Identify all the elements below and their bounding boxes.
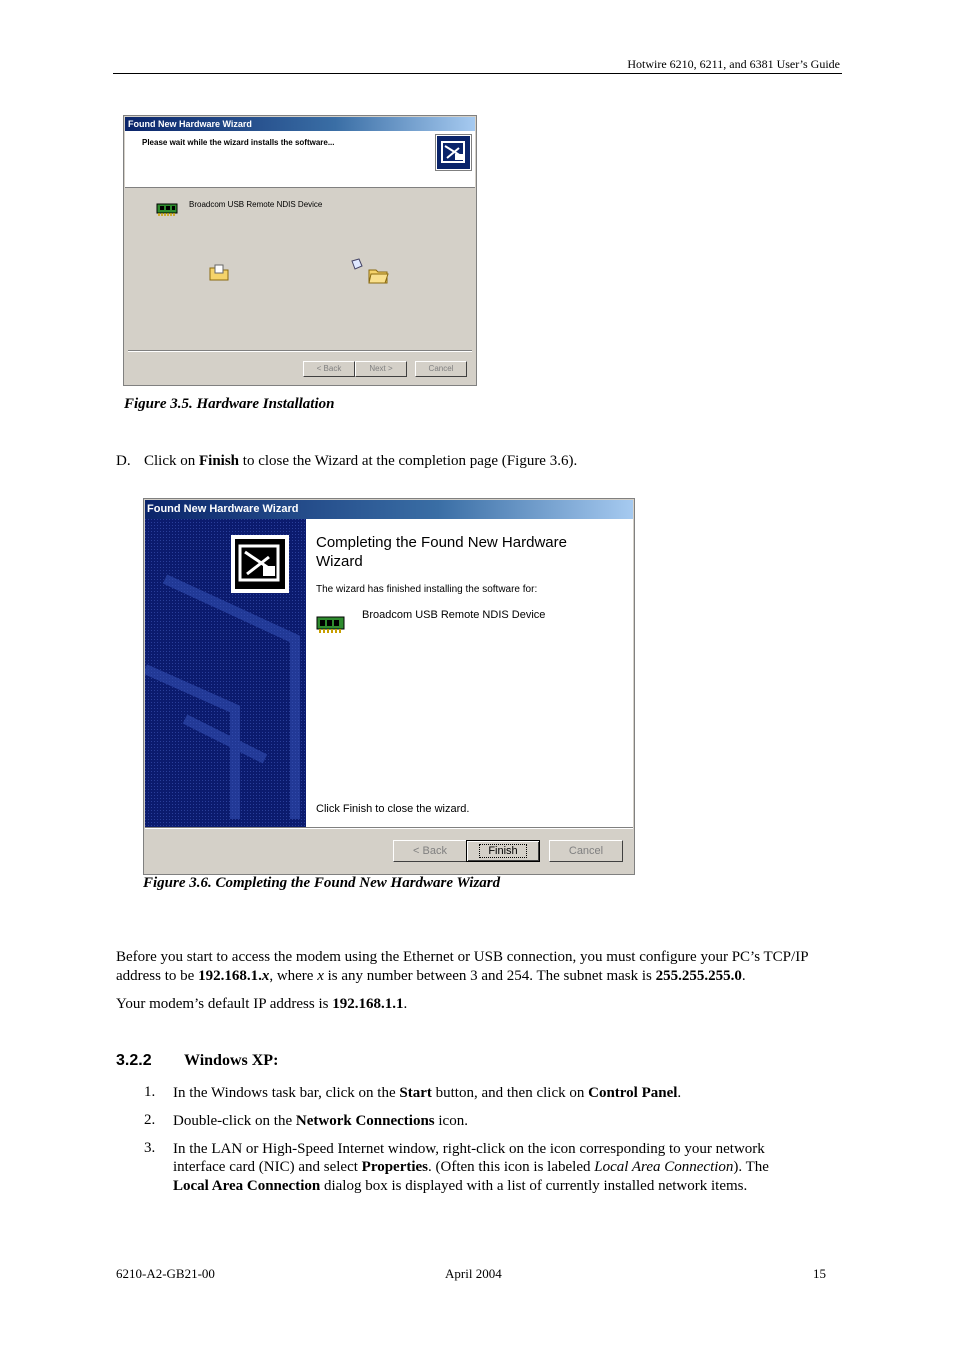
step-3-line-3: Local Area Connection dialog box is displayed with a list of currently installed network items. <box>173 1178 748 1194</box>
step-3-line-1: In the LAN or High-Speed Internet window, right-click on the icon corresponding to your network <box>173 1141 765 1157</box>
close-wizard-text: Click Finish to close the wizard. <box>316 803 470 815</box>
back-button[interactable]: < Back <box>393 840 467 862</box>
device-name-label: Broadcom USB Remote NDIS Device <box>189 200 323 209</box>
dialog-title-bar: Found New Hardware Wizard <box>125 117 475 131</box>
footer-date: April 2004 <box>445 1266 502 1281</box>
completing-wizard-dialog <box>143 498 635 875</box>
dialog-separator <box>145 827 633 829</box>
finish-button[interactable]: Finish <box>466 840 540 862</box>
flying-document-icon <box>350 258 364 277</box>
next-button[interactable]: Next > <box>355 361 407 377</box>
step-d-text: Click on Finish to close the Wizard at the completion page (Figure 3.6). <box>144 453 578 469</box>
wizard-side-banner <box>145 519 306 827</box>
figure-3-6-caption: Figure 3.6. Completing the Found New Hardware Wizard <box>143 875 501 891</box>
tcpip-paragraph-line-2: address to be 192.168.1.x, where x is any number between 3 and 254. The subnet mask is 255.255.255.0. <box>116 968 746 984</box>
network-card-icon <box>316 614 346 641</box>
wizard-status-text: Please wait while the wizard installs the software... <box>142 138 335 147</box>
back-button[interactable]: < Back <box>303 361 355 377</box>
step-2-number: 2. <box>144 1112 156 1128</box>
tcpip-paragraph-line-1: Before you start to access the modem using the Ethernet or USB connection, you must configure your PC’s TCP/IP <box>116 949 809 965</box>
footer-doc-number: 6210-A2-GB21-00 <box>116 1266 215 1281</box>
hardware-installation-dialog <box>123 115 477 386</box>
source-folder-icon <box>208 261 230 288</box>
finished-installing-text: The wizard has finished installing the software for: <box>316 584 538 595</box>
completion-heading: Completing the Found New Hardware Wizard <box>316 534 567 570</box>
step-1-text: In the Windows task bar, click on the Start button, and then click on Control Panel. <box>173 1085 682 1101</box>
step-2-text: Double-click on the Network Connections icon. <box>173 1113 468 1129</box>
default-ip-paragraph: Your modem’s default IP address is 192.168.1.1. <box>116 996 408 1012</box>
step-1-number: 1. <box>144 1084 156 1100</box>
network-card-icon <box>156 202 178 223</box>
section-number: 3.2.2 <box>116 1052 152 1069</box>
cancel-button[interactable]: Cancel <box>549 840 623 862</box>
step-3-line-2: interface card (NIC) and select Properties. (Often this icon is labeled Local Area Connection). The <box>173 1159 769 1175</box>
figure-3-5-caption: Figure 3.5. Hardware Installation <box>124 396 335 412</box>
running-header: Hotwire 6210, 6211, and 6381 User’s Guide <box>627 57 840 71</box>
dialog-title-bar: Found New Hardware Wizard <box>145 500 633 519</box>
wizard-content-panel <box>306 519 633 827</box>
dialog-separator <box>128 350 472 352</box>
destination-folder-icon <box>367 265 389 290</box>
footer-page-number: 15 <box>813 1266 826 1281</box>
wizard-header-panel <box>125 131 475 188</box>
step-3-number: 3. <box>144 1140 156 1156</box>
step-d-marker: D. <box>116 453 131 469</box>
cancel-button[interactable]: Cancel <box>415 361 467 377</box>
device-name-label: Broadcom USB Remote NDIS Device <box>362 609 546 621</box>
hardware-wizard-icon <box>436 135 471 170</box>
section-title: Windows XP: <box>184 1052 279 1069</box>
header-rule <box>113 73 842 74</box>
